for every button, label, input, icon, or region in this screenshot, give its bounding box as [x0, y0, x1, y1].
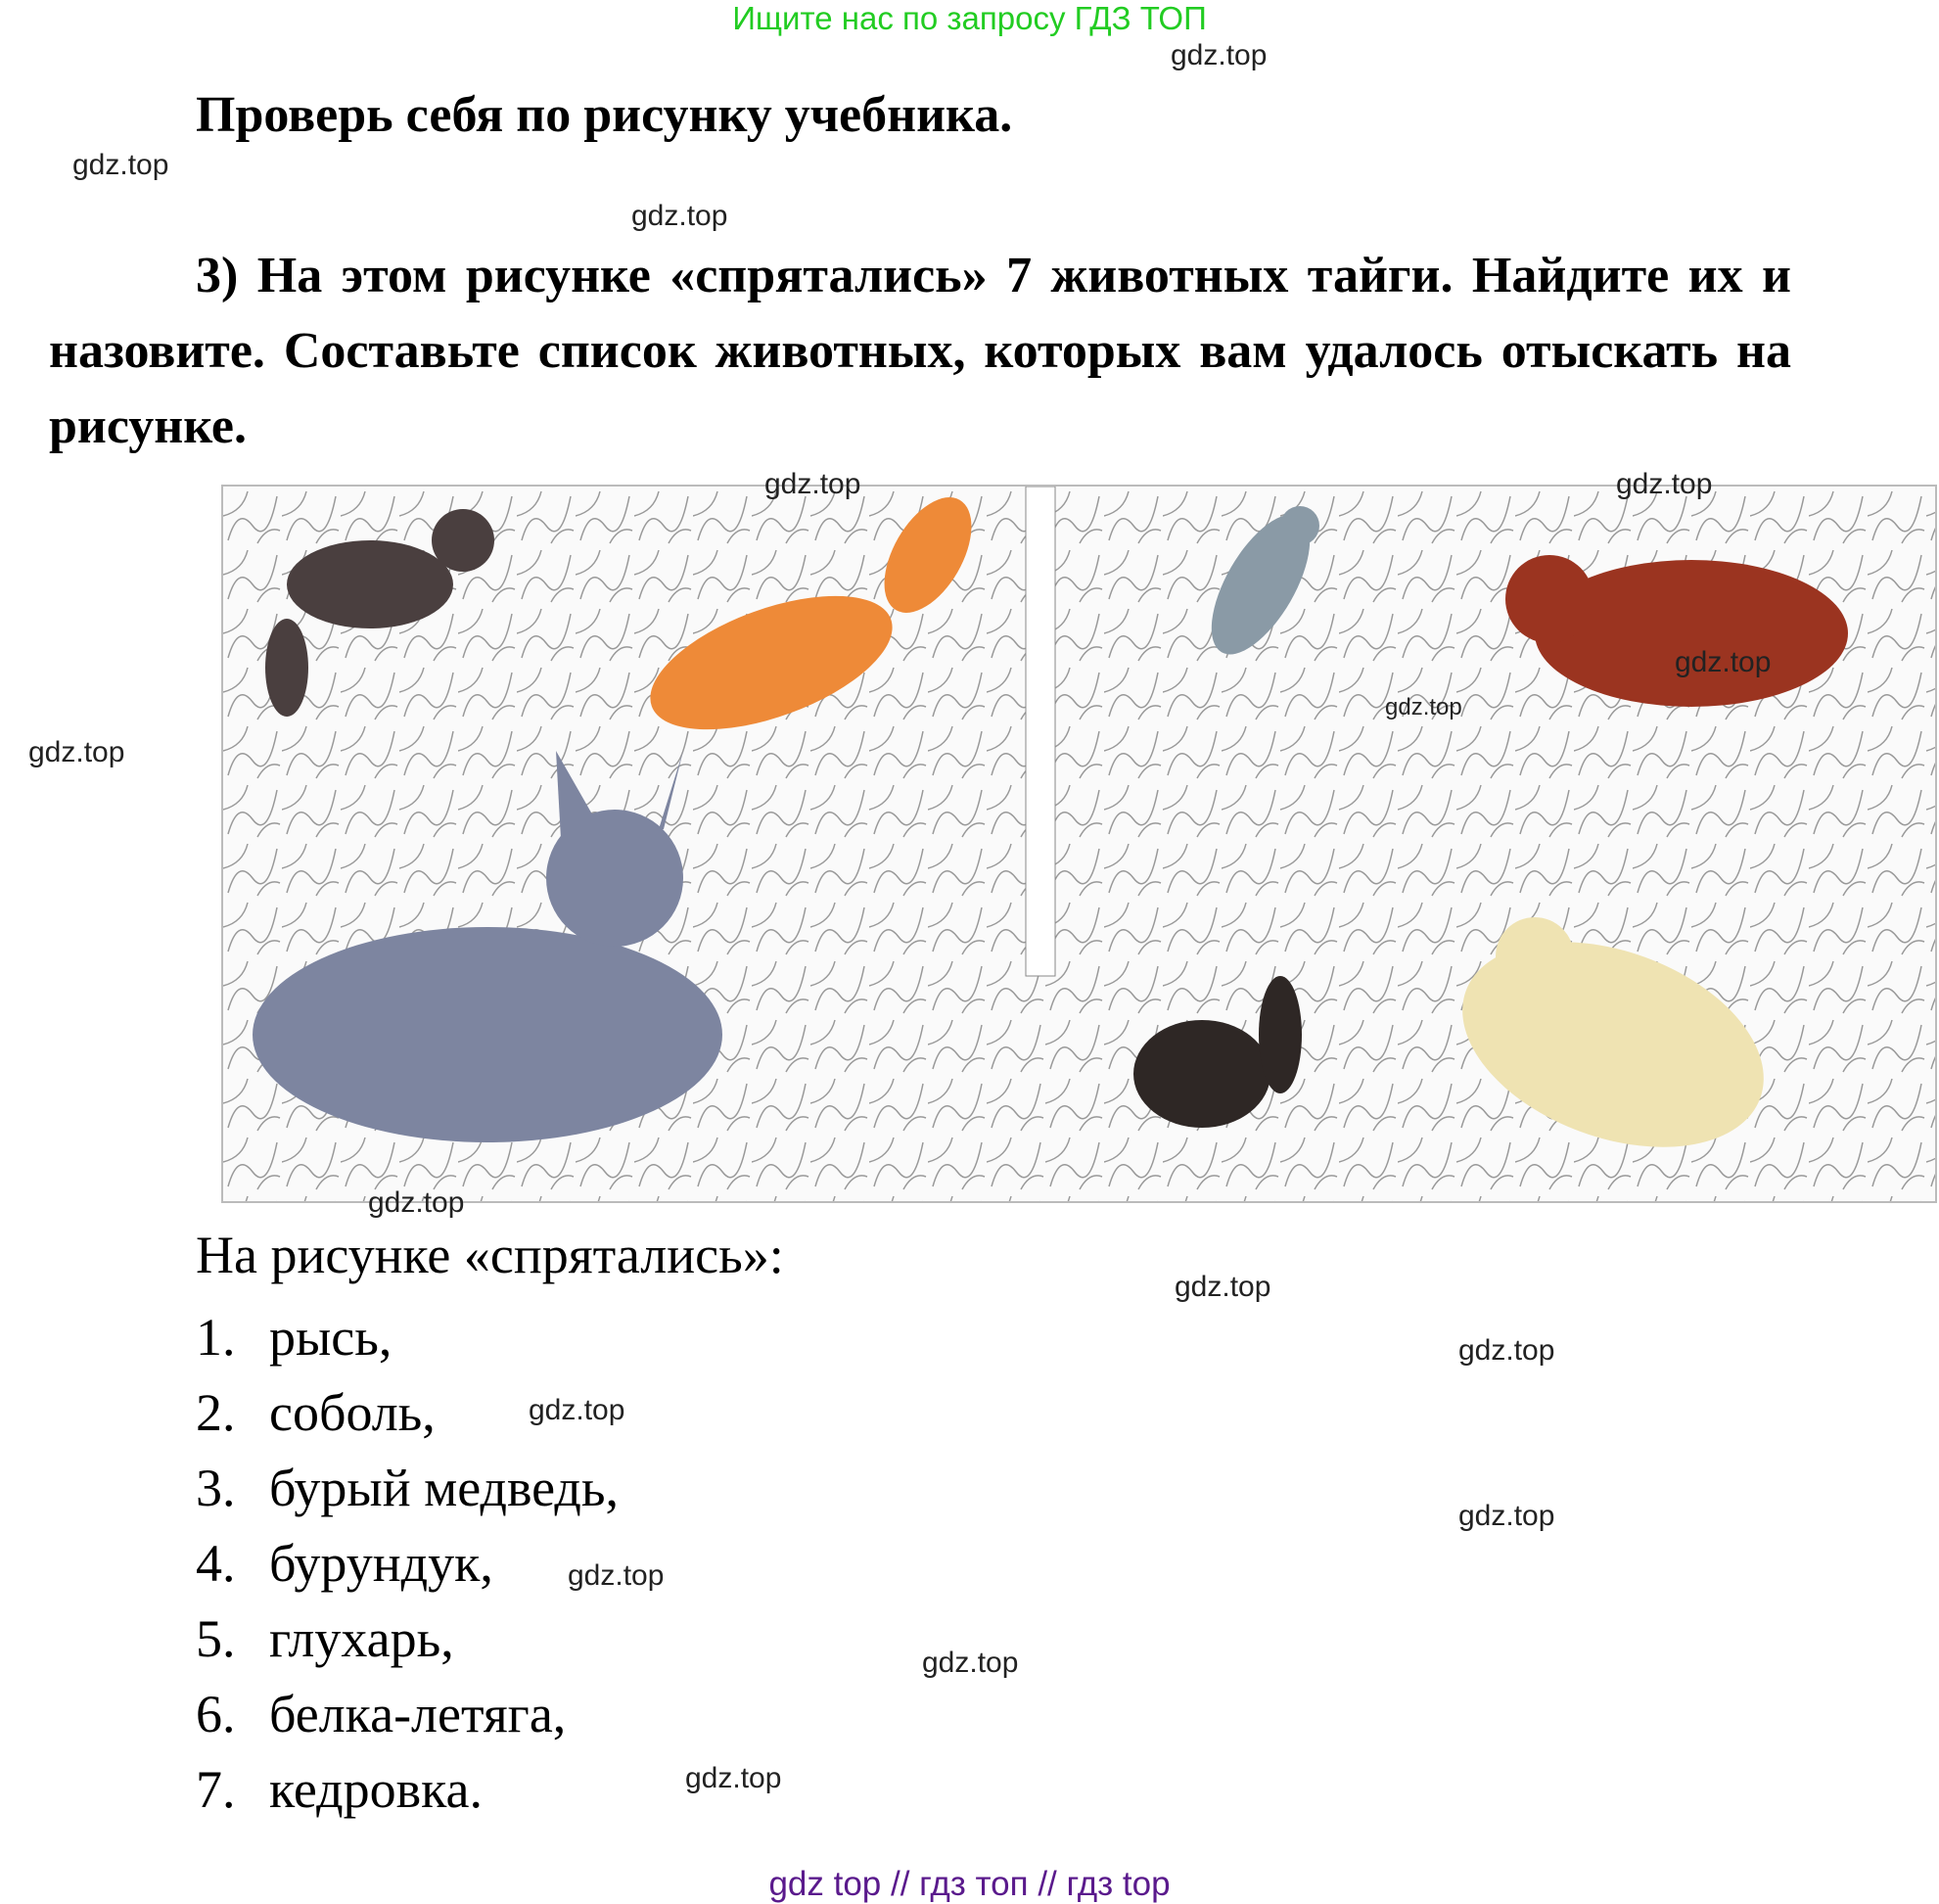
footer-links[interactable]: gdz top // гдз топ // гдз top	[768, 1865, 1171, 1903]
item-text: глухарь,	[269, 1609, 454, 1668]
taiga-illustration	[221, 485, 1937, 1203]
list-item	[196, 1300, 619, 1375]
tree-trunk	[1026, 487, 1055, 976]
watermark: gdz.top	[1616, 468, 1713, 500]
item-number: 1.	[196, 1308, 236, 1367]
list-item	[196, 1602, 619, 1677]
item-number: 4.	[196, 1534, 236, 1593]
watermark: gdz.top	[368, 1186, 465, 1219]
watermark: gdz.top	[568, 1559, 665, 1592]
item-number: 6.	[196, 1685, 236, 1743]
watermark: gdz.top	[1175, 1271, 1271, 1303]
item-text: белка-летяга,	[269, 1685, 567, 1743]
item-text: бурундук,	[269, 1534, 493, 1593]
item-number: 3.	[196, 1459, 236, 1517]
watermark: gdz.top	[529, 1394, 625, 1426]
promo-banner[interactable]: Ищите нас по запросу ГДЗ ТОП	[732, 0, 1207, 36]
item-text: бурый медведь,	[269, 1459, 620, 1517]
answer-title: На рисунке «спрятались»:	[196, 1226, 784, 1284]
answer-list	[196, 1300, 619, 1828]
heading: Проверь себя по рисунку учебника.	[196, 87, 1013, 143]
watermark: gdz.top	[922, 1647, 1019, 1679]
item-number: 2.	[196, 1383, 236, 1442]
watermark: gdz.top	[1458, 1500, 1555, 1532]
list-item	[196, 1677, 619, 1752]
watermark: gdz.top	[1171, 39, 1268, 71]
watermark: gdz.top	[1458, 1334, 1555, 1367]
watermark: gdz.top	[685, 1762, 782, 1794]
watermark: gdz.top	[1675, 646, 1772, 678]
watermark: gdz.top	[631, 200, 728, 232]
item-number: 5.	[196, 1609, 236, 1668]
watermark: gdz.top	[72, 149, 169, 181]
watermark: gdz.top	[764, 468, 861, 500]
item-number: 7.	[196, 1760, 236, 1819]
list-item	[196, 1451, 619, 1526]
watermark: gdz.top	[1385, 694, 1462, 720]
item-text: соболь,	[269, 1383, 436, 1442]
task-text: 3) На этом рисунке «спрятались» 7 животных тайги. Найдите их и назовите. Составьте список животных, которых вам удалось отыскать на рисунке.	[49, 248, 1791, 454]
item-text: рысь,	[269, 1308, 392, 1367]
list-item	[196, 1752, 619, 1828]
watermark: gdz.top	[28, 736, 125, 768]
item-text: кедровка.	[269, 1760, 484, 1819]
list-item	[196, 1526, 619, 1602]
